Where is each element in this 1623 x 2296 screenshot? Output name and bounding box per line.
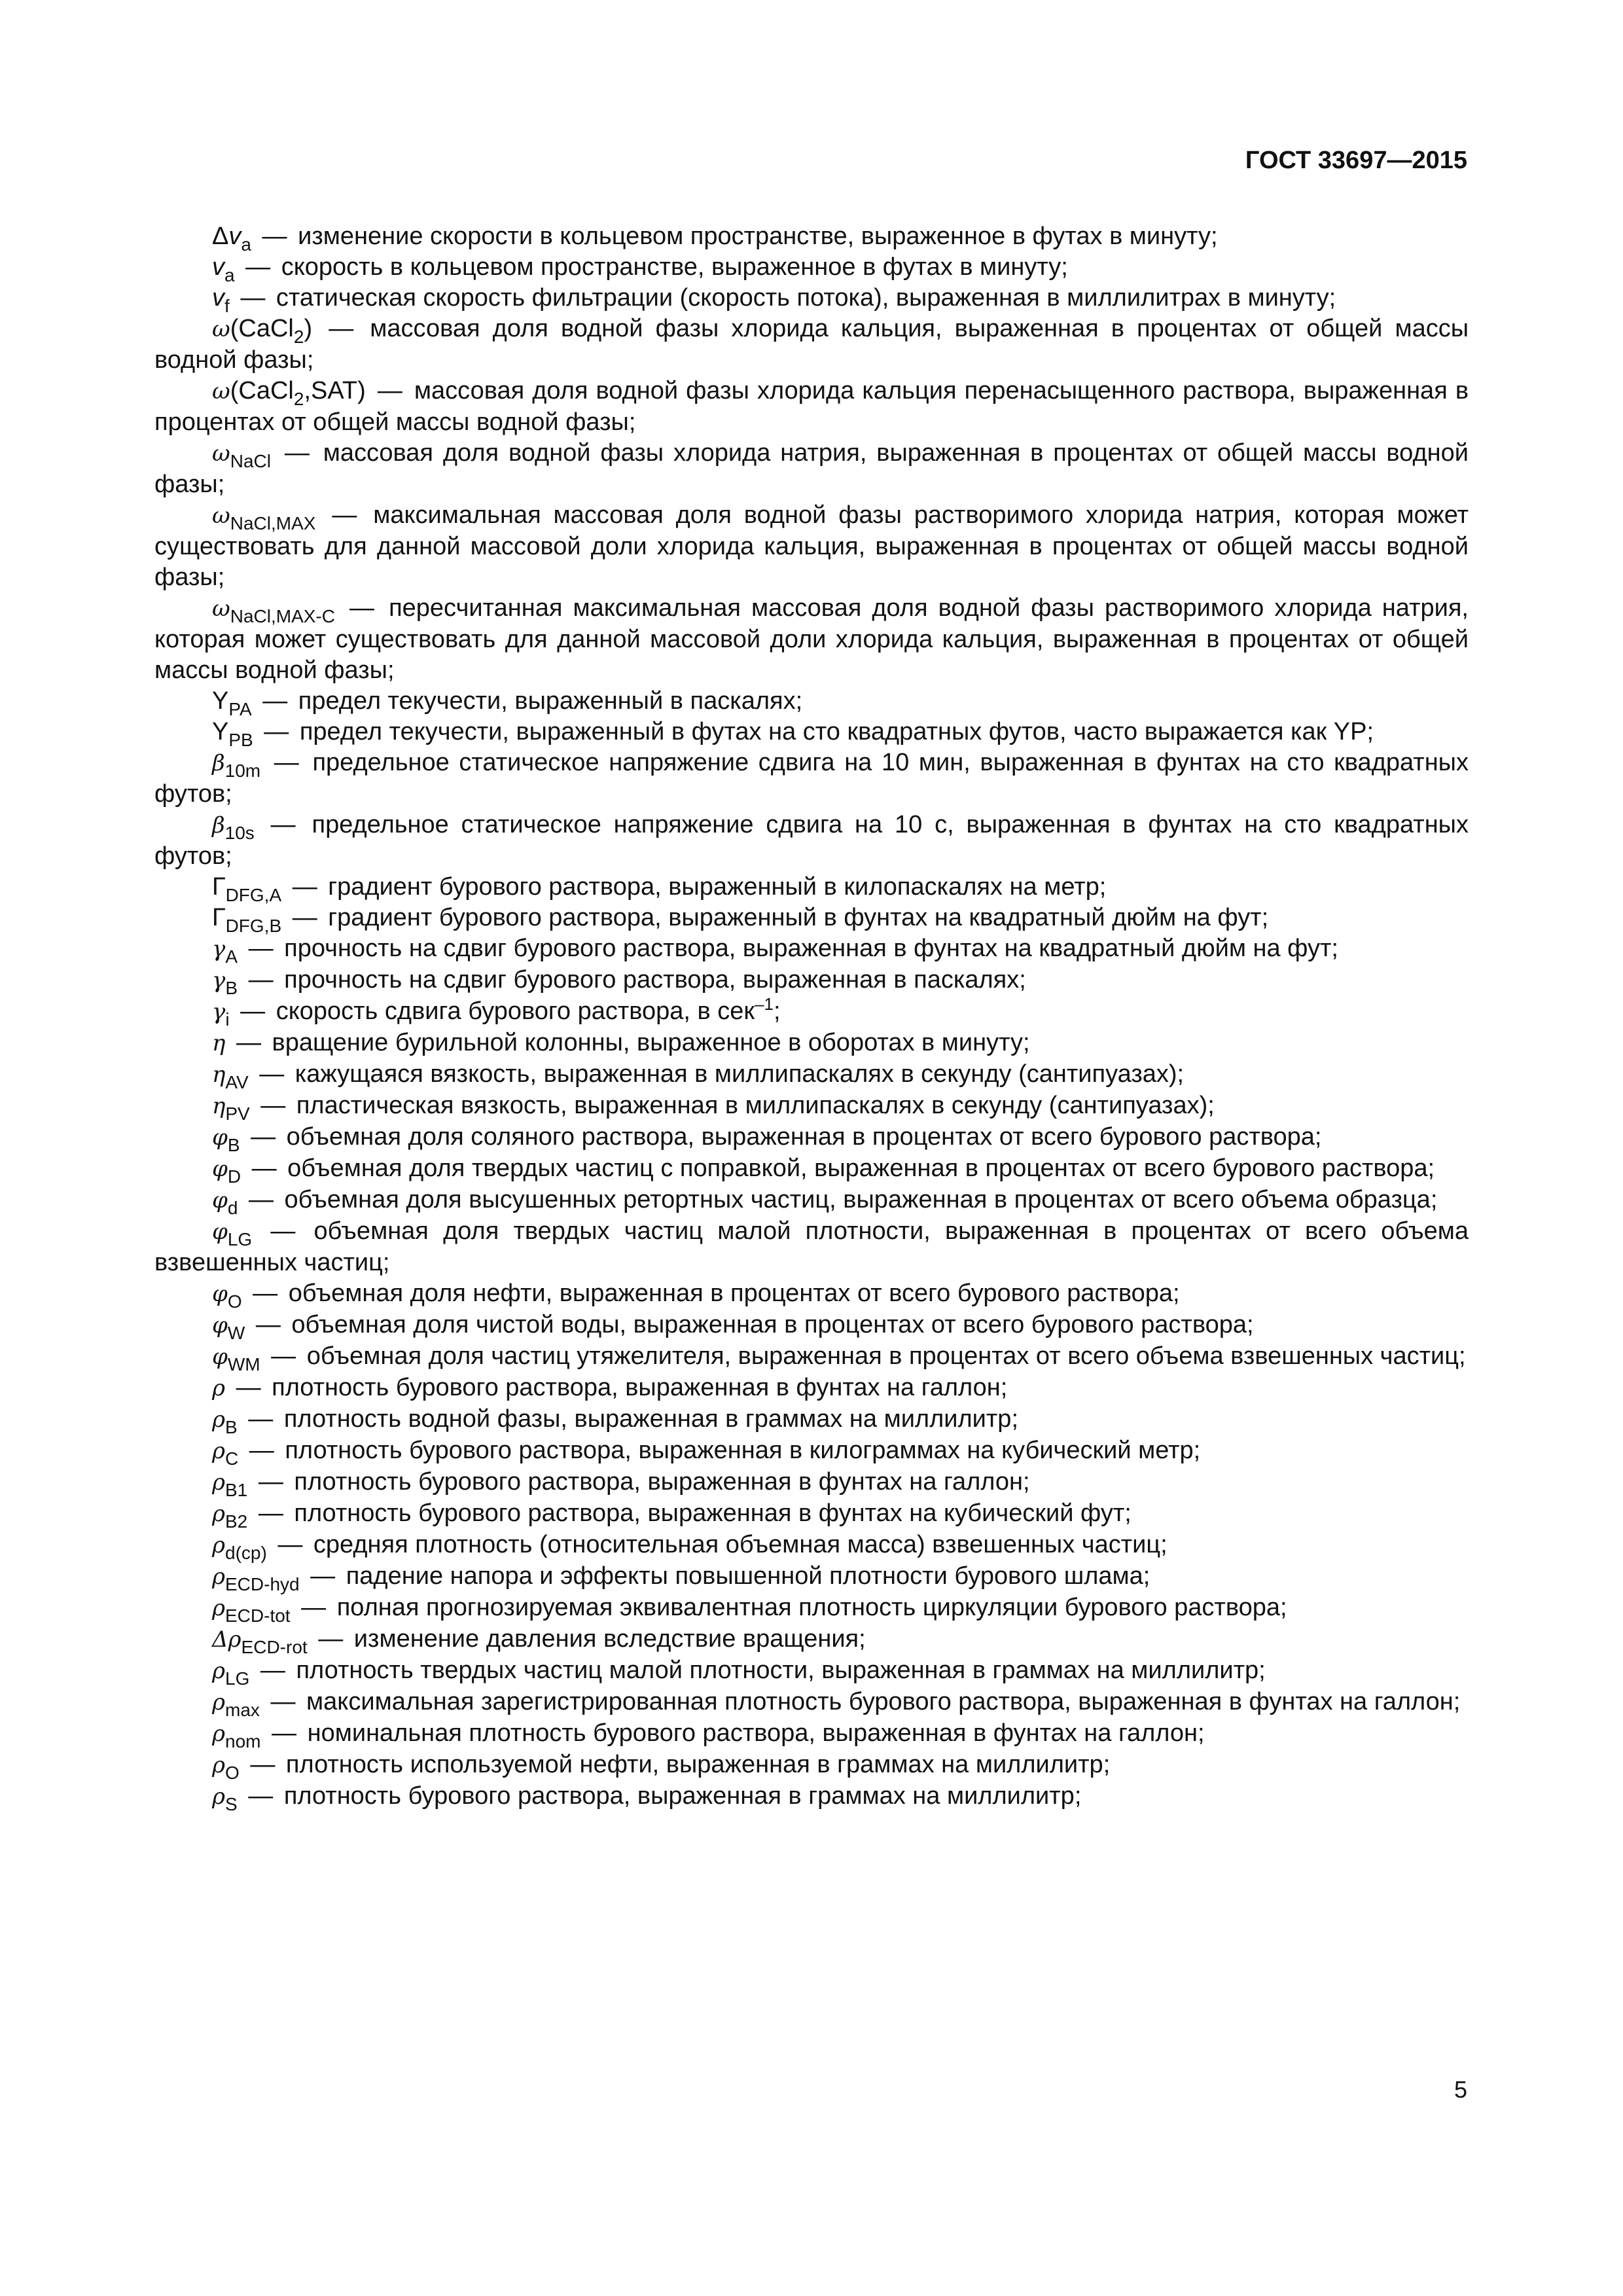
definition-symbol [212, 1719, 261, 1751]
em-dash: — [292, 873, 317, 901]
definition-item [154, 810, 1469, 872]
symbol-main: Y [212, 687, 229, 715]
definition-text: плотность бурового раствора, выраженная в фунтах на галлон; [294, 1468, 1030, 1496]
definition-text: кажущаяся вязкость, выраженная в миллипаскалях в секунду (сантипуазах); [294, 1060, 1185, 1088]
symbol-greek: η [212, 1093, 226, 1119]
symbol-subscript: NaCl,MAX [230, 513, 316, 533]
symbol-subscript: PV [225, 1103, 250, 1124]
em-dash: — [236, 1029, 261, 1056]
em-dash: — [270, 811, 296, 838]
symbol-subscript: B [225, 1417, 238, 1437]
symbol-greek: Δρ [212, 1626, 241, 1653]
definition-item [154, 1530, 1469, 1561]
em-dash: — [240, 284, 266, 312]
definition-item [154, 1059, 1469, 1090]
definition-item [154, 1498, 1469, 1530]
symbol-subscript: LG [227, 1229, 253, 1249]
definition-symbol [212, 1531, 267, 1563]
definition-item [154, 593, 1469, 686]
definition-symbol [212, 1092, 250, 1124]
definition-symbol [212, 1123, 240, 1155]
em-dash: — [251, 1155, 277, 1182]
definition-item [154, 283, 1469, 314]
symbol-greek: ρ [212, 1469, 225, 1496]
em-dash: — [258, 1468, 283, 1496]
symbol-subscript: NaCl [230, 451, 271, 471]
definition-text: предельное статическое напряжение сдвига на 10 с, выраженная в фунтах на сто квадратных футов; [154, 811, 1469, 870]
symbol-greek: ρ [212, 1689, 225, 1715]
symbol-greek: γ [212, 967, 226, 994]
definition-symbol [212, 997, 230, 1030]
definition-text: максимальная массовая доля водной фазы растворимого хлорида натрия, которая может существовать для данной массовой доли хлорида кальция, выраженная в процентах от общей массы водной фазы; [154, 501, 1469, 591]
symbol-greek: ρ [212, 1438, 225, 1464]
symbol-greek: γ [212, 936, 226, 962]
symbol-greek: φ [212, 1312, 228, 1338]
em-dash: — [270, 1217, 296, 1245]
symbol-greek: ρ [212, 1752, 225, 1778]
definition-symbol [212, 966, 238, 998]
definition-item [154, 1687, 1469, 1718]
symbol-subscript: ECD-rot [241, 1637, 308, 1657]
symbol-greek: ρ [212, 1784, 225, 1810]
symbol-subscript: B2 [225, 1511, 248, 1532]
symbol-subscript: 10m [224, 761, 261, 781]
definition-symbol [212, 1499, 248, 1532]
symbol-italic: v [212, 253, 224, 281]
definition-item [154, 252, 1469, 283]
definition-symbol [212, 284, 230, 316]
symbol-main: Δ [212, 223, 229, 250]
symbol-greek: ρ [212, 1407, 225, 1433]
symbol-subscript: W [227, 1323, 245, 1343]
em-dash: — [332, 501, 357, 529]
symbol-subscript: 2 [293, 327, 304, 347]
symbol-greek: ρ [212, 1721, 225, 1747]
definition-text: массовая доля водной фазы хлорида кальция, выраженная в процентах от общей массы водной фазы; [154, 315, 1469, 374]
em-dash: — [284, 439, 310, 467]
symbol-subscript: S [225, 1794, 238, 1814]
symbol-greek: γ [212, 999, 226, 1025]
definition-symbol [212, 1688, 260, 1720]
symbol-greek: ω [212, 596, 230, 622]
em-dash: — [248, 1782, 274, 1810]
definition-text: изменение давления вследствие вращения; [353, 1625, 866, 1653]
em-dash: — [274, 749, 299, 776]
symbol-greek: ω [212, 440, 230, 467]
em-dash: — [301, 1594, 327, 1621]
definition-symbol [212, 1342, 260, 1374]
definition-symbol [212, 594, 335, 626]
em-dash: — [236, 1374, 261, 1401]
definition-text: плотность бурового раствора, выраженная в фунтах на кубический фут; [294, 1499, 1132, 1527]
symbol-greek: η [212, 1062, 226, 1088]
definitions-list [154, 221, 1469, 1812]
definition-item [154, 1122, 1469, 1153]
page-number: 5 [1454, 2076, 1467, 2103]
symbol-subscript: C [225, 1448, 239, 1469]
definition-item [154, 1372, 1469, 1404]
definition-symbol [212, 1657, 250, 1689]
definition-text: объемная доля чистой воды, выраженная в процентах от всего бурового раствора; [291, 1311, 1254, 1338]
definition-symbol [212, 1280, 242, 1312]
symbol-greek: φ [212, 1344, 228, 1370]
definition-item [154, 1718, 1469, 1749]
symbol-rest: (CaCl [230, 315, 294, 342]
symbol-subscript: AV [225, 1072, 249, 1092]
definition-symbol [212, 377, 366, 409]
definition-item [154, 933, 1469, 965]
em-dash: — [255, 1311, 281, 1338]
definition-text: объемная доля частиц утяжелителя, выраженная в процентах от всего объема взвешенных частиц; [306, 1342, 1466, 1370]
definition-symbol [212, 873, 282, 905]
em-dash: — [292, 904, 317, 931]
symbol-italic: v [228, 223, 241, 250]
definition-item [154, 1278, 1469, 1310]
definition-text: скорость в кольцевом пространстве, выраженное в футах в минуту; [281, 253, 1068, 281]
definition-item [154, 996, 1469, 1028]
text-after: ; [773, 997, 781, 1025]
definition-item [154, 965, 1469, 996]
definition-item [154, 500, 1469, 593]
symbol-greek: φ [212, 1124, 228, 1151]
symbol-main: Y [212, 718, 229, 745]
definition-text: массовая доля водной фазы хлорида кальция перенасыщенного раствора, выраженная в процентах от общей массы водной фазы; [154, 377, 1469, 436]
definition-symbol [212, 1405, 238, 1437]
definition-item [154, 1404, 1469, 1435]
symbol-rest-end: ,SAT) [304, 377, 366, 404]
definition-symbol [212, 501, 316, 533]
definition-item [154, 438, 1469, 500]
definition-item [154, 1185, 1469, 1216]
em-dash: — [245, 253, 271, 281]
symbol-subscript: A [225, 946, 238, 967]
definition-item [154, 1435, 1469, 1467]
em-dash: — [260, 1092, 286, 1119]
definition-symbol [212, 935, 238, 967]
definition-text: средняя плотность (относительная объемная масса) взвешенных частиц; [313, 1531, 1168, 1558]
definition-text: номинальная плотность бурового раствора, выраженная в фунтах на галлон; [307, 1719, 1205, 1747]
symbol-subscript: B [225, 978, 238, 998]
symbol-greek: ω [212, 503, 230, 529]
definition-symbol [212, 718, 253, 750]
definition-text: массовая доля водной фазы хлорида натрия, выраженная в процентах от общей массы водной фазы; [154, 439, 1469, 498]
definition-text: максимальная зарегистрированная плотность бурового раствора, выраженная в фунтах на галлон; [306, 1688, 1461, 1715]
definition-text: пересчитанная максимальная массовая доля водной фазы растворимого хлорида натрия, которая может существовать для данной массовой доли хлорида кальция, выраженная в процентах от общей массы водной фазы; [154, 594, 1469, 684]
symbol-subscript: PB [228, 730, 253, 750]
definition-item [154, 1749, 1469, 1781]
definition-text: вращение бурильной колонны, выраженное в оборотах в минуту; [272, 1029, 1030, 1056]
em-dash: — [253, 1280, 278, 1307]
symbol-subscript: a [224, 265, 235, 285]
definition-text: падение напора и эффекты повышенной плотности бурового шлама; [346, 1562, 1150, 1590]
definition-text: плотность бурового раствора, выраженная в граммах на миллилитр; [283, 1782, 1082, 1810]
em-dash: — [377, 377, 402, 404]
definition-item [154, 1781, 1469, 1812]
definition-symbol [212, 1562, 300, 1594]
symbol-subscript: DFG,B [225, 916, 282, 936]
em-dash: — [270, 1688, 296, 1715]
symbol-subscript: B1 [225, 1480, 248, 1500]
definition-text: объемная доля соляного раствора, выраженная в процентах от всего бурового раствора; [286, 1123, 1322, 1151]
em-dash: — [310, 1562, 336, 1590]
symbol-subscript: LG [225, 1668, 250, 1689]
definition-item [154, 1028, 1469, 1059]
definition-symbol [212, 1155, 241, 1187]
em-dash: — [240, 997, 266, 1025]
symbol-subscript: a [241, 234, 251, 255]
definition-item [154, 1341, 1469, 1372]
em-dash: — [271, 1342, 296, 1370]
definition-symbol [212, 1029, 225, 1056]
definition-item [154, 872, 1469, 903]
em-dash: — [248, 1405, 274, 1433]
definition-item [154, 1310, 1469, 1341]
definition-symbol [212, 1782, 238, 1814]
definition-symbol [212, 1186, 238, 1218]
definition-item [154, 1216, 1469, 1278]
symbol-greek: ρ [212, 1658, 225, 1684]
symbol-italic: v [212, 284, 224, 312]
definition-symbol [212, 1374, 225, 1401]
definition-symbol [212, 1217, 253, 1249]
symbol-subscript: d [227, 1198, 238, 1218]
definition-symbol [212, 1311, 245, 1343]
definition-text: предел текучести, выраженный в паскалях; [298, 687, 803, 715]
em-dash: — [262, 223, 287, 250]
symbol-greek: ρ [212, 1375, 225, 1401]
definition-item [154, 1624, 1469, 1655]
definition-text: градиент бурового раствора, выраженный в фунтах на квадратный дюйм на фут; [328, 904, 1269, 931]
definition-item [154, 1090, 1469, 1122]
symbol-subscript: 2 [293, 389, 304, 409]
definition-text: прочность на сдвиг бурового раствора, выраженная в фунтах на квадратный дюйм на фут; [284, 935, 1338, 962]
definition-symbol [212, 687, 252, 719]
definition-symbol [212, 1594, 291, 1626]
definition-text: плотность бурового раствора, выраженная в килограммах на кубический метр; [285, 1437, 1201, 1464]
em-dash: — [272, 1719, 297, 1747]
definition-item [154, 747, 1469, 810]
definition-item [154, 1561, 1469, 1592]
text-superscript: –1 [755, 994, 774, 1014]
symbol-subscript: d(cp) [225, 1543, 267, 1563]
em-dash: — [259, 1060, 285, 1088]
definition-text: статическая скорость фильтрации (скорость потока), выраженная в миллилитрах в минуту; [276, 284, 1336, 312]
symbol-subscript: ECD-tot [225, 1605, 291, 1626]
symbol-rest: (CaCl [230, 377, 294, 404]
em-dash: — [248, 935, 274, 962]
symbol-subscript: f [224, 296, 230, 316]
symbol-greek: ρ [212, 1564, 225, 1590]
symbol-subscript: 10s [224, 823, 255, 843]
definition-symbol [212, 1751, 240, 1783]
em-dash: — [349, 594, 375, 622]
definition-text: предел текучести, выраженный в футах на сто квадратных футов, часто выражается как YP; [299, 718, 1374, 745]
definition-text: плотность водной фазы, выраженная в граммах на миллилитр; [283, 1405, 1018, 1433]
definition-item [154, 903, 1469, 936]
symbol-subscript: PA [228, 699, 252, 719]
definition-item [154, 717, 1469, 750]
symbol-subscript: max [225, 1700, 260, 1720]
definition-symbol [212, 253, 235, 285]
definition-text: градиент бурового раствора, выраженный в килопаскалях на метр; [328, 873, 1107, 901]
definition-text: пластическая вязкость, выраженная в миллипаскалях в секунду (сантипуазах); [296, 1092, 1215, 1119]
symbol-subscript: O [225, 1763, 240, 1783]
em-dash: — [250, 1751, 276, 1778]
definition-symbol [212, 439, 271, 471]
symbol-greek: ρ [212, 1501, 225, 1527]
definition-symbol [212, 1625, 308, 1657]
definition-text: полная прогнозируемая эквивалентная плотность циркуляции бурового раствора; [336, 1594, 1287, 1621]
symbol-greek: ρ [212, 1532, 225, 1558]
symbol-subscript: nom [225, 1731, 261, 1751]
symbol-subscript: ECD-hyd [225, 1574, 300, 1594]
definition-text: прочность на сдвиг бурового раствора, выраженная в паскалях; [284, 966, 1026, 994]
definition-item [154, 221, 1469, 255]
definition-item [154, 376, 1469, 438]
symbol-subscript: NaCl,MAX-C [230, 606, 335, 626]
symbol-subscript: O [227, 1291, 242, 1312]
definition-symbol [212, 1468, 248, 1500]
definition-symbol [212, 1437, 239, 1469]
definition-item [154, 1467, 1469, 1498]
em-dash: — [251, 1123, 276, 1151]
symbol-subscript: DFG,A [225, 885, 282, 905]
em-dash: — [277, 1531, 303, 1558]
symbol-subscript: i [225, 1009, 230, 1030]
definition-symbol [212, 904, 282, 936]
definition-text: объемная доля высушенных ретортных частиц, выраженная в процентах от всего объема образца; [284, 1186, 1438, 1213]
symbol-greek: ω [212, 316, 230, 342]
standard-header: ГОСТ 33697—2015 [1245, 147, 1467, 174]
symbol-greek: φ [212, 1187, 228, 1213]
definition-text: объемная доля твердых частиц малой плотности, выраженная в процентах от всего объема взвешенных частиц; [154, 1217, 1469, 1276]
symbol-subscript: D [227, 1166, 241, 1187]
definition-item [154, 1592, 1469, 1624]
em-dash: — [248, 1186, 274, 1213]
definition-item [154, 1655, 1469, 1687]
definition-symbol [212, 223, 251, 255]
definition-text: изменение скорости в кольцевом пространстве, выраженное в футах в минуту; [298, 223, 1218, 250]
definition-text: объемная доля твердых частиц с поправкой, выраженная в процентах от всего бурового раствора; [287, 1155, 1435, 1182]
em-dash: — [260, 1657, 285, 1684]
em-dash: — [258, 1499, 283, 1527]
definition-item [154, 1153, 1469, 1185]
symbol-greek: β [212, 750, 225, 776]
symbol-greek: ρ [212, 1595, 225, 1621]
em-dash: — [249, 1437, 274, 1464]
definition-item [154, 686, 1469, 717]
em-dash: — [262, 687, 288, 715]
symbol-greek: φ [212, 1219, 228, 1245]
em-dash: — [318, 1625, 344, 1653]
definition-symbol [212, 1060, 249, 1092]
symbol-subscript: B [227, 1135, 240, 1155]
definition-symbol [212, 811, 255, 843]
em-dash: — [329, 315, 354, 342]
definition-text: плотность бурового раствора, выраженная в фунтах на галлон; [272, 1374, 1008, 1401]
symbol-main: Г [212, 873, 226, 901]
symbol-greek: η [212, 1030, 226, 1056]
em-dash: — [264, 718, 289, 745]
symbol-subscript: WM [227, 1354, 260, 1374]
definition-text: плотность твердых частиц малой плотности, выраженная в граммах на миллилитр; [296, 1657, 1266, 1684]
symbol-greek: φ [212, 1156, 228, 1182]
definition-symbol [212, 749, 261, 781]
definition-symbol [212, 315, 313, 347]
definition-text: скорость сдвига бурового раствора, в сек [276, 997, 755, 1025]
definition-text: плотность используемой нефти, выраженная в граммах на миллилитр; [285, 1751, 1111, 1778]
symbol-main: Г [212, 904, 226, 931]
symbol-greek: β [212, 812, 225, 838]
symbol-rest-end: ) [304, 315, 313, 342]
symbol-greek: φ [212, 1281, 228, 1307]
symbol-greek: ω [212, 378, 230, 404]
definition-text: объемная доля нефти, выраженная в процентах от всего бурового раствора; [288, 1280, 1180, 1307]
definition-item [154, 314, 1469, 376]
definition-text: предельное статическое напряжение сдвига на 10 мин, выраженная в фунтах на сто квадратных футов; [154, 749, 1469, 808]
em-dash: — [248, 966, 274, 994]
